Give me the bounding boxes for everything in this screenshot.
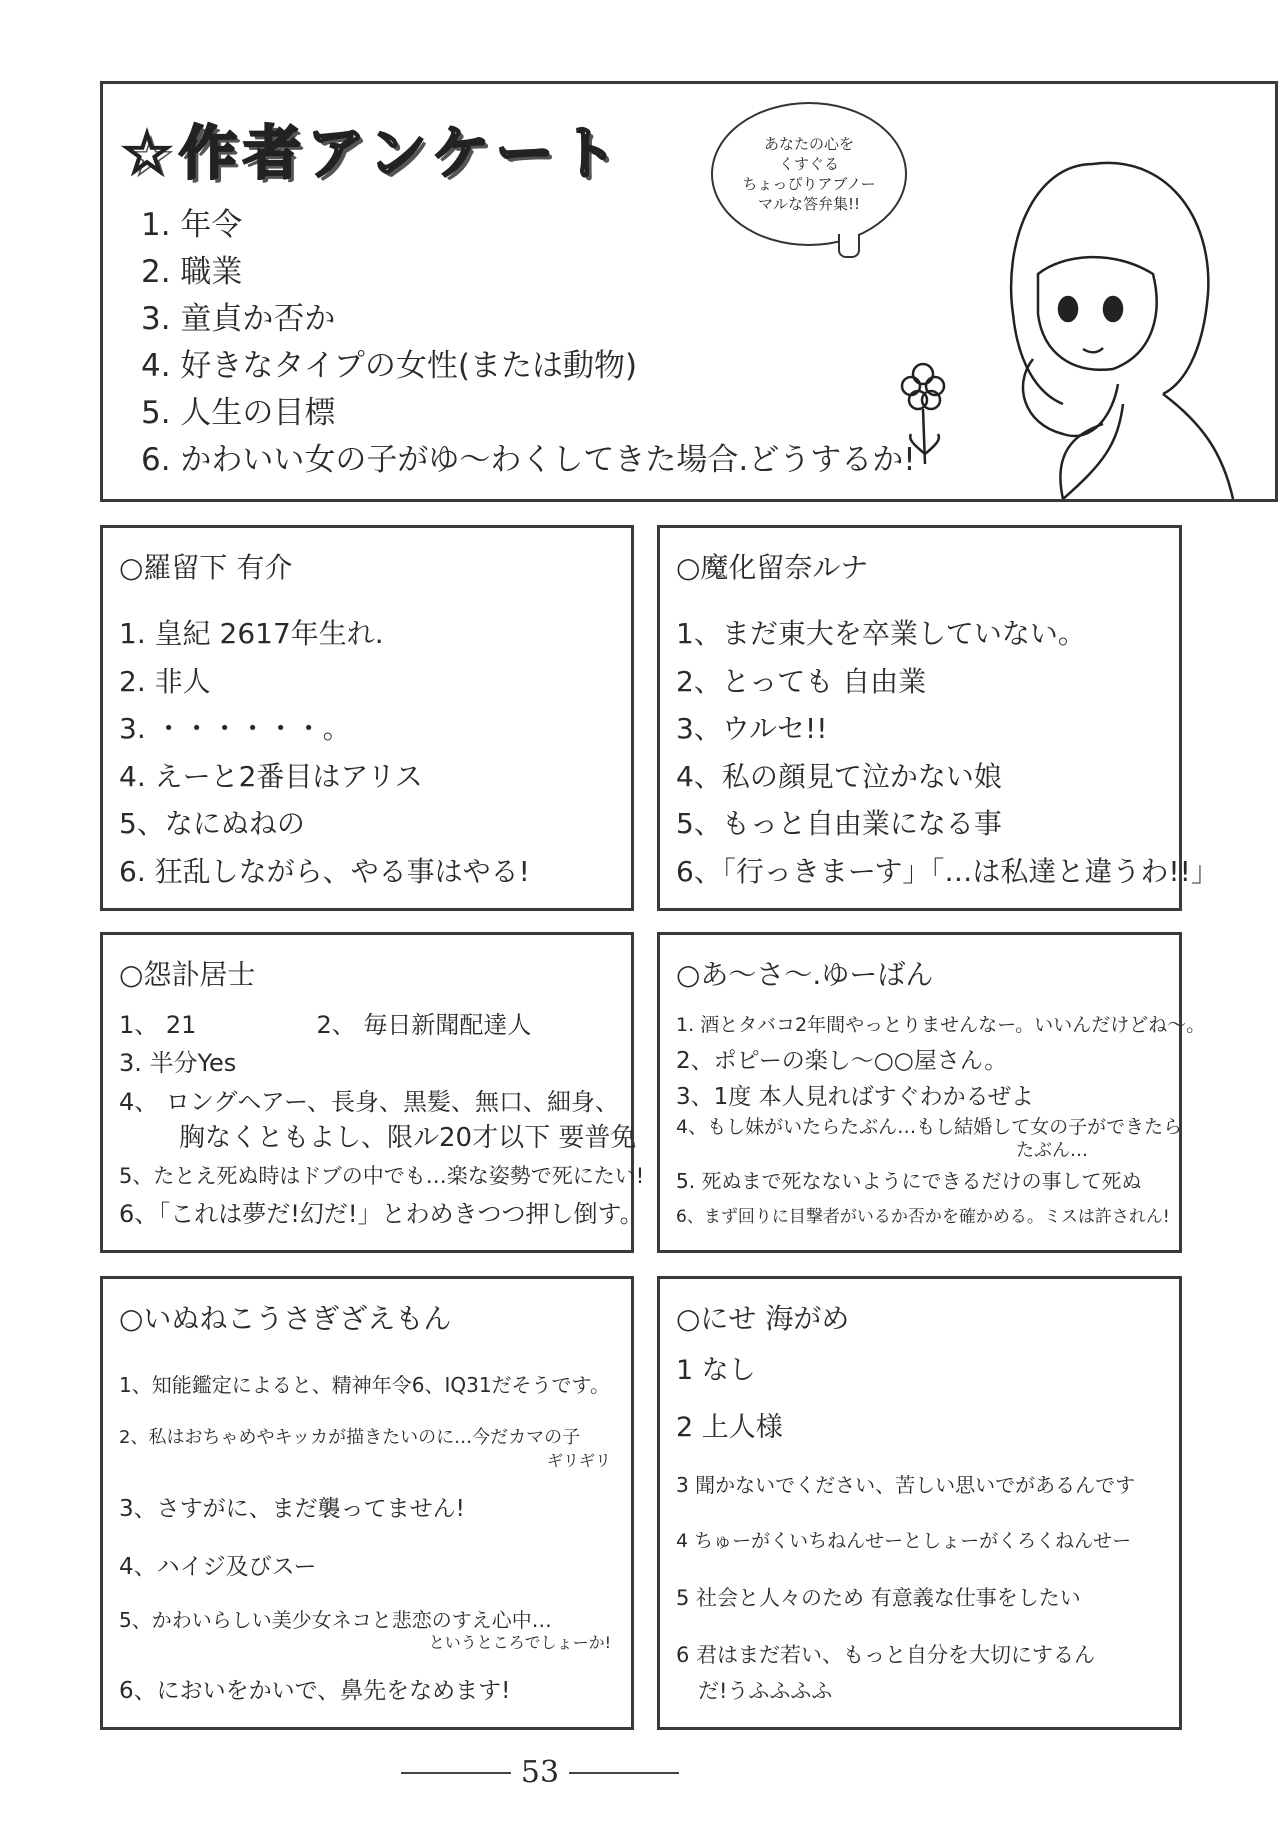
answer-panel bbox=[657, 525, 1219, 911]
footer-rule bbox=[401, 1772, 511, 1774]
answer-item bbox=[676, 1637, 1163, 1709]
answer-panel bbox=[657, 932, 1206, 1253]
answer-item: 3. ・・・・・・。 bbox=[119, 712, 351, 746]
answer-item: 2、 毎日新聞配達人 bbox=[316, 1011, 532, 1039]
answer-item: 5. 死ぬまで死なないようにできるだけの事して死ぬ bbox=[676, 1169, 1142, 1193]
answer-continuation: だ!うふふふふ bbox=[698, 1678, 833, 1703]
answer-item: 6、「これは夢だ!幻だ!」とわめきつつ押し倒す。 bbox=[119, 1200, 644, 1228]
answer-item: 5、なにぬねの bbox=[119, 807, 305, 841]
answer-aside: ギリギリ bbox=[546, 1451, 611, 1471]
answer-item bbox=[119, 1424, 615, 1470]
answer-item: 1. 皇紀 2617年生れ. bbox=[119, 617, 384, 650]
answer-item: 4 ちゅーがくいちねんせーとしょーがくろくねんせー bbox=[676, 1530, 1132, 1553]
page-footer bbox=[0, 1755, 1180, 1790]
page-number: 53 bbox=[520, 1755, 560, 1790]
answer-panel bbox=[100, 525, 634, 911]
respondent-name: ○怨訃居士 bbox=[119, 958, 256, 991]
answer-line: 4、もし妹がいたらたぶん…もし結婚して女の子ができたら bbox=[676, 1116, 1183, 1138]
answer-item: 6、「行っきまーす」「…は私達と違うわ!!」 bbox=[676, 854, 1219, 888]
question-item: 2. 職業 bbox=[141, 254, 243, 290]
answer-item: 3 聞かないでください、苦しい思いでがあるんです bbox=[676, 1472, 1136, 1497]
answer-item: 4、ハイジ及びスー bbox=[119, 1553, 317, 1580]
answer-item: 1、まだ東大を卒業していない。 bbox=[676, 617, 1086, 650]
answer-item bbox=[676, 1115, 1183, 1163]
answer-item bbox=[119, 1084, 637, 1156]
answer-item bbox=[119, 1606, 615, 1652]
respondent-name: ○羅留下 有介 bbox=[119, 551, 293, 584]
answer-item: 5、たとえ死ぬ時はドブの中でも…楽な姿勢で死にたい! bbox=[119, 1163, 645, 1188]
answer-item: 4、私の顔見て泣かない娘 bbox=[676, 759, 1002, 793]
question-item: 6. かわいい女の子がゆ〜わくしてきた場合.どうするか! bbox=[141, 442, 916, 478]
answer-continuation: たぶん… bbox=[1016, 1140, 1088, 1161]
answer-item: 2、ポピーの楽し〜○○屋さん。 bbox=[676, 1048, 1008, 1074]
question-item: 5. 人生の目標 bbox=[141, 395, 336, 431]
answer-item: 6、においをかいで、鼻先をなめます! bbox=[119, 1677, 511, 1704]
answer-item: 2 上人様 bbox=[676, 1411, 783, 1443]
respondent-name: ○にせ 海がめ bbox=[676, 1302, 850, 1335]
girl-illustration bbox=[863, 124, 1278, 499]
answer-item: 3、ウルセ!! bbox=[676, 712, 828, 746]
answer-item: 6、まず回りに目撃者がいるか否かを確かめる。ミスは許されん! bbox=[676, 1207, 1170, 1227]
answer-line: 2、私はおちゃめやキッカが描きたいのに…今だカマの子 bbox=[119, 1427, 581, 1449]
bubble-line: あなたの心を bbox=[763, 135, 854, 153]
answer-continuation: 胸なくともよし、限ル20才以下 要普免 bbox=[179, 1122, 637, 1153]
question-item: 3. 童貞か否か bbox=[141, 301, 336, 337]
survey-header-box bbox=[100, 81, 1278, 502]
page-title: ☆作者アンケート bbox=[121, 119, 624, 187]
answer-line: 5、かわいらしい美少女ネコと悲恋のすえ心中… bbox=[119, 1607, 552, 1632]
bubble-line: くすぐる bbox=[778, 155, 839, 173]
answer-panel bbox=[657, 1276, 1182, 1730]
answer-item: 2、とっても 自由業 bbox=[676, 664, 927, 698]
respondent-name: ○あ〜さ〜.ゆーばん bbox=[676, 958, 934, 991]
answer-item: 2. 非人 bbox=[119, 664, 211, 698]
answer-line: 6 君はまだ若い、もっと自分を大切にするん bbox=[676, 1642, 1096, 1667]
answer-item: 1、 21 bbox=[119, 1011, 197, 1039]
footer-rule bbox=[569, 1772, 679, 1774]
answer-aside: というところでしょーか! bbox=[428, 1632, 611, 1652]
respondent-name: ○いぬねこうさぎざえもん bbox=[119, 1302, 452, 1335]
answer-item: 4. えーと2番目はアリス bbox=[119, 759, 423, 793]
answer-item: 3、1度 本人見ればすぐわかるぜよ bbox=[676, 1084, 1034, 1110]
answer-item: 3. 半分Yes bbox=[119, 1049, 237, 1078]
answer-item: 1. 酒とタバコ2年間やっとりませんなー。いいんだけどね〜。 bbox=[676, 1014, 1206, 1036]
answer-item: 3、さすがに、まだ襲ってません! bbox=[119, 1496, 465, 1523]
answer-item: 1、知能鑑定によると、精神年令6、IQ31だそうです。 bbox=[119, 1373, 610, 1397]
question-item: 4. 好きなタイプの女性(または動物) bbox=[141, 348, 638, 384]
answer-item: 5 社会と人々のため 有意義な仕事をしたい bbox=[676, 1586, 1081, 1611]
answer-panel bbox=[100, 932, 645, 1253]
question-item: 1. 年令 bbox=[141, 207, 243, 243]
answer-line: 4、 ロングヘアー、長身、黒髪、無口、細身、 bbox=[119, 1087, 620, 1116]
bubble-line: ちょっぴりアブノー bbox=[742, 175, 876, 193]
speech-bubble-tail bbox=[838, 234, 860, 258]
answer-item: 6. 狂乱しながら、やる事はやる! bbox=[119, 854, 530, 888]
answer-panel bbox=[100, 1276, 634, 1730]
bubble-line: マルな答弁集!! bbox=[757, 195, 861, 213]
respondent-name: ○魔化留奈ルナ bbox=[676, 551, 869, 584]
answer-item: 5、もっと自由業になる事 bbox=[676, 807, 1002, 841]
answer-item: 1 なし bbox=[676, 1355, 756, 1386]
